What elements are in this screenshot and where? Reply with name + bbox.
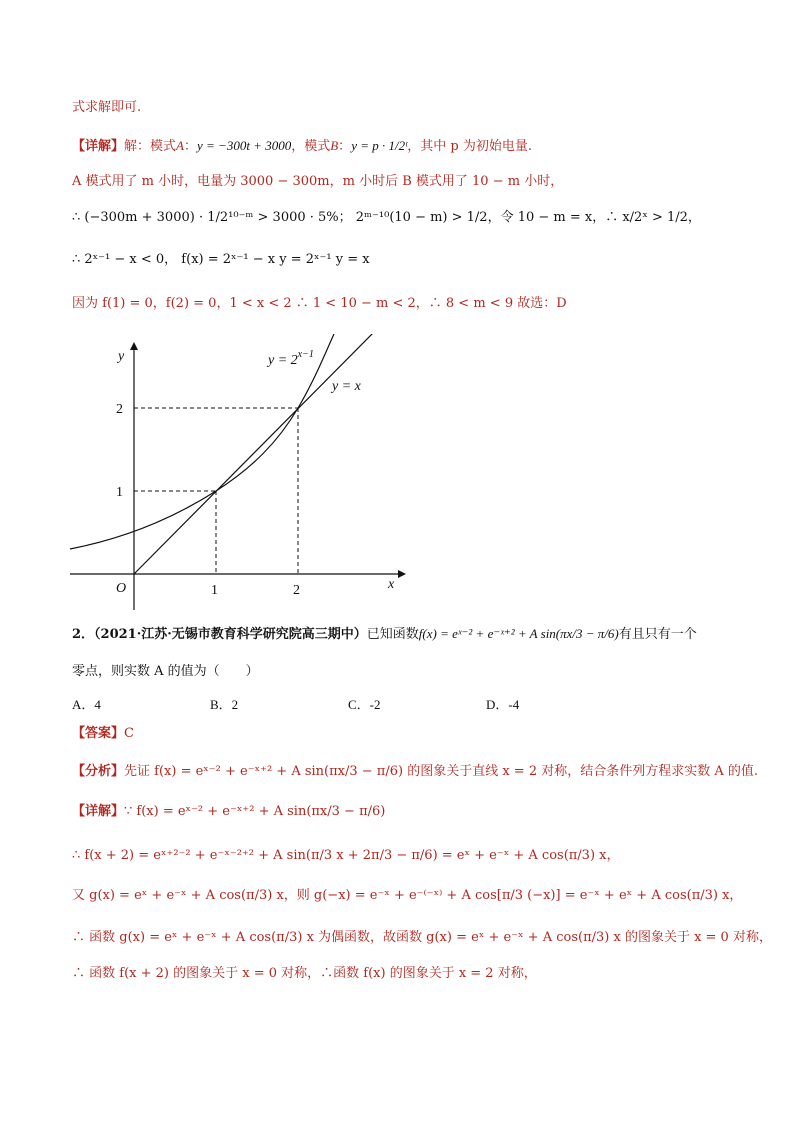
tick-y1: 1 [116, 485, 123, 500]
colon: ： [183, 139, 197, 154]
tick-y2: 2 [116, 402, 123, 417]
option-d[interactable]: D．-4 [486, 697, 520, 712]
question-2-line-1 [72, 624, 754, 645]
question-function: f(x) = eˣ⁻² + e⁻ˣ⁺² + A sin(πx/3 − π/6) [418, 626, 619, 641]
detail-2-line-1 [72, 802, 754, 822]
detail-2-line-2: ∴ f(x + 2) = eˣ⁺²⁻² + e⁻ˣ⁻²⁺² + A sin(π/3 x + 2π/3 − π/6) = eˣ + e⁻ˣ + A cos(π/3) x， [72, 848, 620, 863]
line-therefore-1: ∴ (−300m + 3000) · 1/2¹⁰⁻ᵐ > 3000 · 5%； 2ᵐ⁻¹⁰(10 − m) > 1/2，令 10 − m = x，∴ x/2ˣ > 1/2， [72, 210, 701, 225]
mode-a: A [176, 138, 184, 153]
equation-a: y = −300t + 3000 [197, 138, 292, 153]
detail-lead: 解：模式 [124, 139, 177, 154]
x-axis-arrow [398, 570, 406, 578]
function-graph [62, 334, 412, 614]
equation-b: y = p · 1/2ᵗ [351, 138, 408, 153]
detail-tail: ，其中 p 为初始电量. [407, 139, 533, 154]
line-y-equals-x [134, 334, 378, 574]
analysis-text: 先证 f(x) = eˣ⁻² + e⁻ˣ⁺² + A sin(πx/3 − π/6) 的图象关于直线 x = 2 对称，结合条件列方程求实数 A 的值. [124, 764, 759, 779]
y-axis-label: y [118, 349, 125, 364]
analysis-tag: 【分析】 [72, 764, 125, 779]
line-label: y = x [332, 379, 361, 394]
question-2-line-2: 零点，则实数 A 的值为（ ） [72, 664, 259, 679]
detail-tag: 【详解】 [72, 139, 125, 154]
origin-label: O [116, 581, 127, 596]
mode-b: B [330, 138, 339, 153]
option-a[interactable]: A．4 [72, 697, 101, 712]
detail-2-text: ∵ f(x) = eˣ⁻² + e⁻ˣ⁺² + A sin(πx/3 − π/6) [124, 804, 386, 819]
mode-b-sep: ，模式 [291, 139, 331, 154]
question-source: （2021·江苏·无锡市教育科学研究院高三期中） [94, 627, 367, 642]
answer-tag: 【答案】 [72, 726, 125, 741]
detail-1: 【详解】解：模式A：y = −300t + 3000，模式B：y = p · 1/2ᵗ，其中 p 为初始电量. [72, 138, 533, 154]
answer-value: C [124, 726, 134, 741]
detail-2-line-3: 又 g(x) = eˣ + e⁻ˣ + A cos(π/3) x，则 g(−x) = e⁻ˣ + e⁻⁽⁻ˣ⁾ + A cos[π/3 (−x)] = e⁻ˣ + eˣ + A cos(π/3) x， [72, 888, 743, 903]
x-axis-label: x [388, 577, 395, 592]
answer [72, 724, 754, 744]
question-text-b: 有且只有一个 [618, 627, 697, 642]
line-a-mode: A 模式用了 m 小时，电量为 3000 − 300m，m 小时后 B 模式用了 10 − m 小时， [72, 174, 564, 189]
question-number: 2． [72, 627, 95, 642]
detail-2-tag: 【详解】 [72, 804, 125, 819]
question-text-a: 已知函数 [366, 627, 419, 642]
tick-x1: 1 [211, 583, 218, 598]
y-axis-arrow [130, 342, 138, 350]
detail-2-line-4: ∴ 函数 g(x) = eˣ + e⁻ˣ + A cos(π/3) x 为偶函数，故函数 g(x) = eˣ + e⁻ˣ + A cos(π/3) x 的图象关于 x = 0 对称， [72, 930, 772, 945]
detail-2-line-5: ∴ 函数 f(x + 2) 的图象关于 x = 0 对称，∴函数 f(x) 的图象关于 x = 2 对称， [72, 966, 537, 981]
option-c[interactable]: C．-2 [348, 697, 381, 712]
line-therefore-2: ∴ 2ˣ⁻¹ − x < 0， f(x) = 2ˣ⁻¹ − x y = 2ˣ⁻¹ y = x [72, 252, 370, 267]
curve-label: $y = 2^{x-1}$ [268, 349, 314, 368]
option-b[interactable]: B．2 [210, 697, 239, 712]
analysis [72, 762, 759, 782]
top-fragment: 式求解即可. [72, 100, 142, 115]
tick-x2: 2 [293, 583, 300, 598]
line-because: 因为 f(1) = 0，f(2) = 0，1 < x < 2 ∴ 1 < 10 − m < 2，∴ 8 < m < 9 故选：D [72, 296, 567, 311]
